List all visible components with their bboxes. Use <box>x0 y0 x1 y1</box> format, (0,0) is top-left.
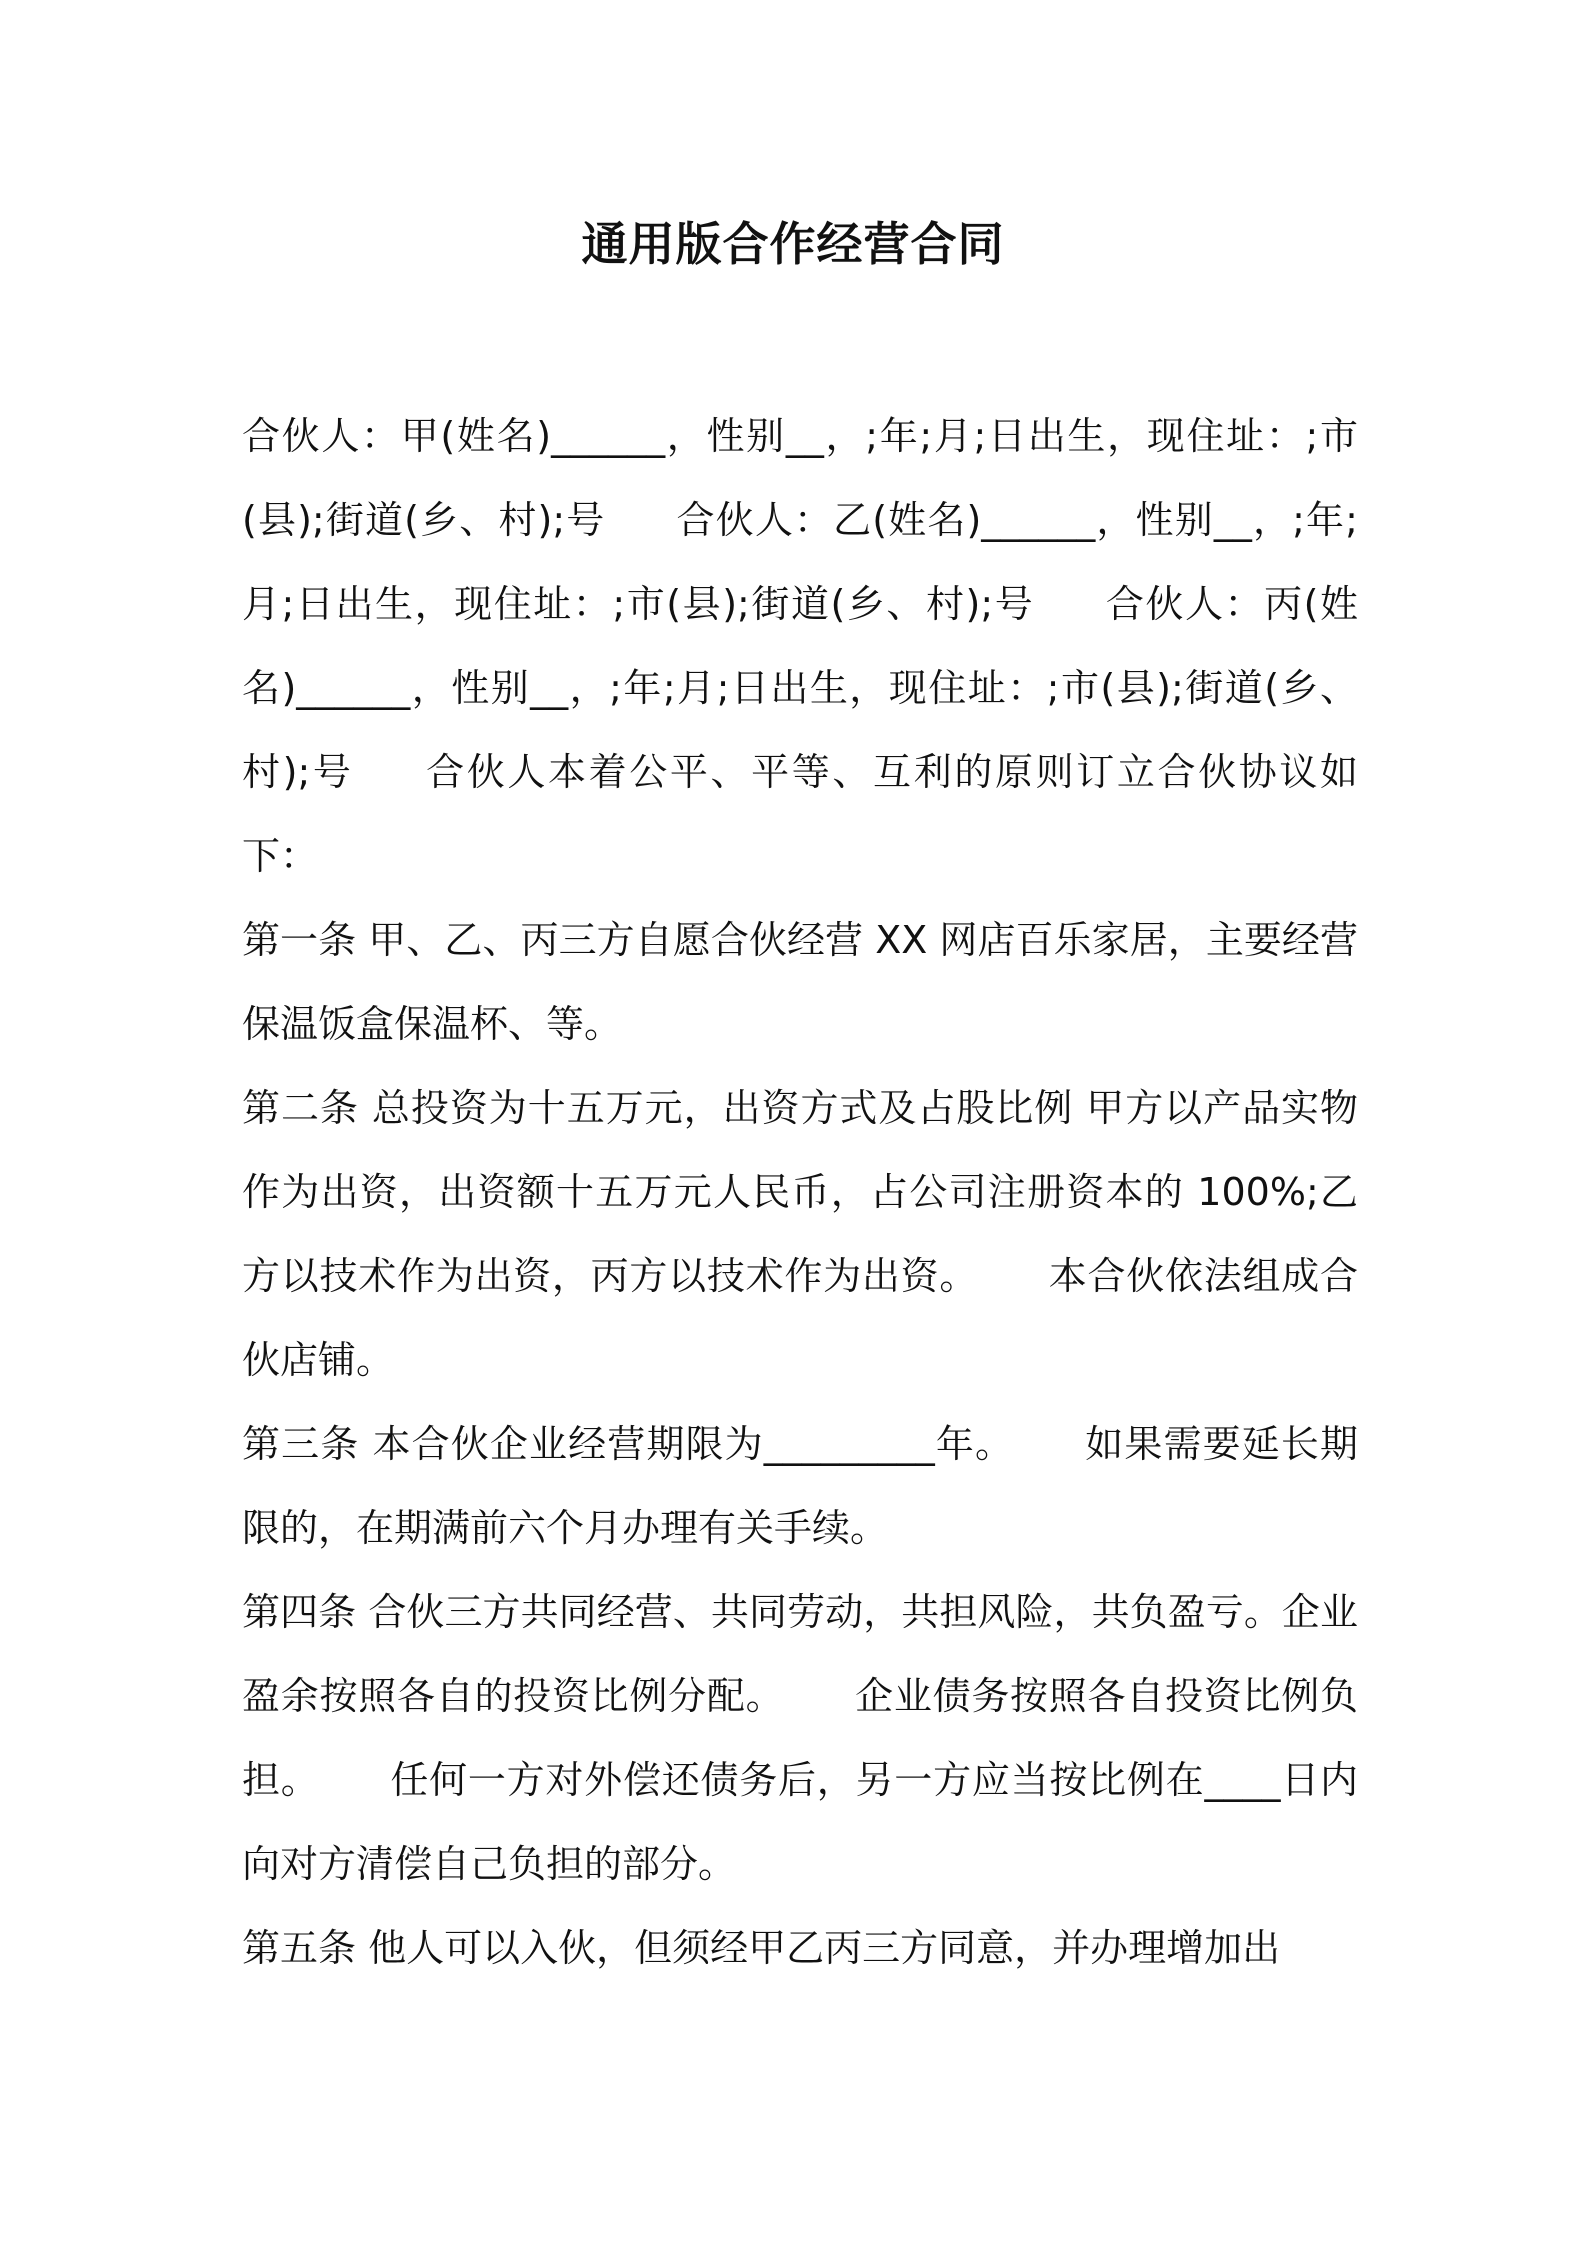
article-3-tail-text: 如果需要延长期限的，在期满前六个月办理有关手续。 <box>242 1422 1358 1550</box>
article-1-paragraph: 第一条 甲、乙、丙三方自愿合伙经营 XX 网店百乐家居，主要经营保温饭盒保温杯、等。 <box>242 918 1358 1046</box>
article-3-paragraph <box>242 1402 1358 1570</box>
document-body <box>242 394 1358 1990</box>
article-4-tail-text: 任何一方对外偿还债务后，另一方应当按比例在____日内向对方清偿自己负担的部分。 <box>242 1758 1358 1886</box>
partner-b-text: 合伙人：乙(姓名)______，性别__，;年;月;日出生，现住址：;市(县);街道(乡、村);号 <box>242 498 1358 626</box>
article-4-paragraph <box>242 1570 1358 1906</box>
article-4-mid-text: 企业债务按照各自投资比例负担。 <box>242 1674 1358 1802</box>
article-2-tail-text: 本合伙依法组成合伙店铺。 <box>242 1254 1358 1382</box>
document-title: 通用版合作经营合同 <box>581 217 1005 271</box>
article-2-paragraph <box>242 1066 1358 1402</box>
partner-c-text: 合伙人：丙(姓名)______，性别__，;年;月;日出生，现住址：;市(县);街道(乡、村);号 <box>242 582 1359 794</box>
article-2-text: 第二条 总投资为十五万元，出资方式及占股比例 甲方以产品实物作为出资，出资额十五万元人民币，占公司注册资本的 100%;乙方以技术作为出资，丙方以技术作为出资。 <box>242 1086 1358 1298</box>
article-5-paragraph: 第五条 他人可以入伙，但须经甲乙丙三方同意，并办理增加出 <box>242 1926 1281 1970</box>
agreement-intro-text: 合伙人本着公平、平等、互利的原则订立合伙协议如下： <box>242 750 1358 878</box>
article-4-text: 第四条 合伙三方共同经营、共同劳动，共担风险，共负盈亏。企业盈余按照各自的投资比例分配。 <box>242 1590 1358 1718</box>
partners-paragraph <box>242 394 1358 898</box>
partner-a-text: 合伙人：甲(姓名)______，性别__，;年;月;日出生，现住址：;市(县);街道(乡、村);号 <box>242 414 1358 542</box>
article-3-text: 第三条 本合伙企业经营期限为_________年。 <box>242 1422 1015 1466</box>
